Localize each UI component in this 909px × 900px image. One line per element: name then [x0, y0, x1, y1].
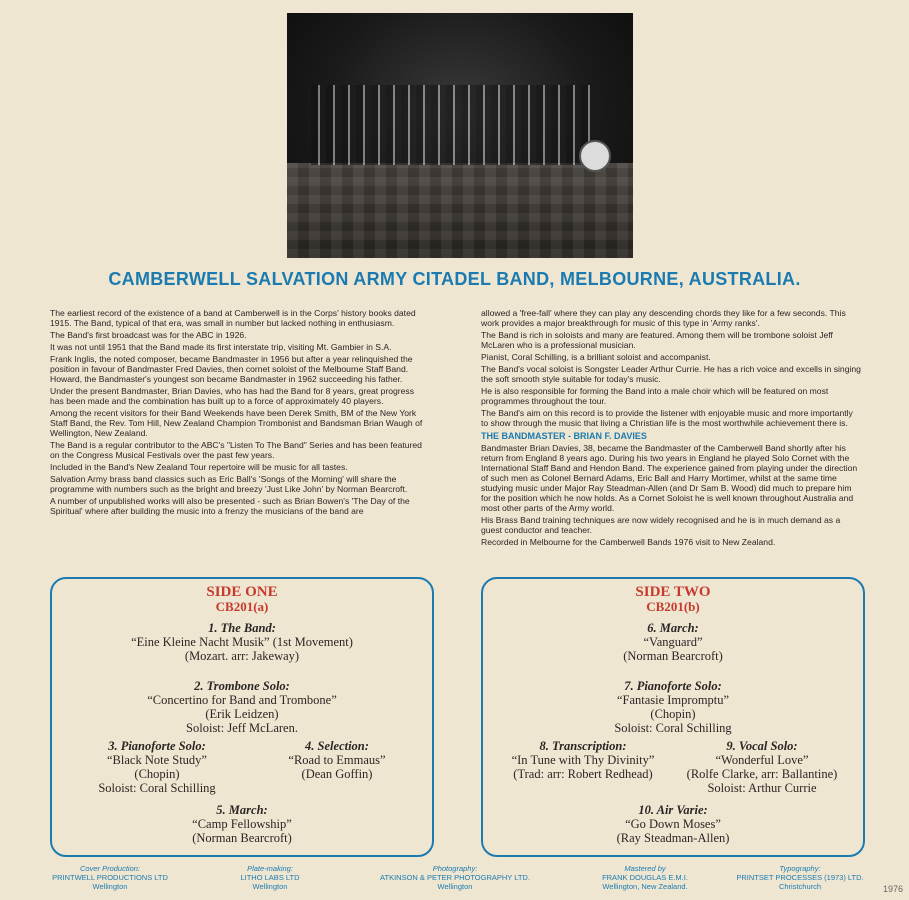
paragraph: His Brass Band training techniques are now widely recognised and he is in much demand as a guest conductor and teacher. — [481, 515, 841, 535]
credit-mastering: Mastered by FRANK DOUGLAS E.M.I. Wellington, New Zealand. — [602, 864, 688, 891]
credit-cover: Cover Production: PRINTWELL PRODUCTIONS LTD Wellington — [52, 864, 168, 891]
side-two-title: SIDE TWO — [635, 584, 711, 600]
paragraph: A number of unpublished works will also be presented - such as Brian Bowen's 'The Day of the Spiritual' where after building the music into a frenzy the musicians of the band are — [50, 496, 410, 516]
side-one-title: SIDE ONE — [206, 584, 278, 600]
track-heading: 8. Transcription: — [539, 739, 627, 753]
track-credit: (Rolfe Clarke, arr: Ballantine) — [686, 767, 838, 781]
track-credit: (Erik Leidzen) — [205, 707, 279, 721]
band-photo — [287, 13, 633, 258]
credit-typography: Typography: PRINTSET PROCESSES (1973) LTD. Christchurch — [736, 864, 864, 891]
track-heading: 2. Trombone Solo: — [194, 679, 290, 693]
history-column — [50, 308, 430, 518]
photo-floor — [287, 163, 633, 258]
track-credit: (Mozart. arr: Jakeway) — [184, 649, 300, 663]
side-two-box — [481, 577, 865, 857]
track-title: “Fantasie Impromptu” — [616, 693, 730, 707]
page-title: CAMBERWELL SALVATION ARMY CITADEL BAND, MELBOURNE, AUSTRALIA. — [108, 269, 801, 289]
side-one-code: CB201(a) — [215, 599, 269, 614]
track-2 — [52, 679, 432, 735]
track-credit: (Chopin) — [134, 767, 180, 781]
track-heading: 1. The Band: — [208, 621, 276, 635]
track-title: “Camp Fellowship” — [192, 817, 292, 831]
paragraph: The Band's aim on this record is to provide the listener with enjoyable music and more importantly to show through the music that living a Christian life is the most worthwhile achievement there is. — [481, 408, 853, 428]
track-title: “Eine Kleine Nacht Musik” (1st Movement) — [131, 635, 353, 649]
track-soloist: Soloist: Arthur Currie — [707, 781, 817, 795]
track-heading: 6. March: — [647, 621, 699, 635]
track-title: “In Tune with Thy Divinity” — [511, 753, 655, 767]
paragraph: Pianist, Coral Schilling, is a brilliant soloist and accompanist. — [481, 352, 711, 362]
track-credit: (Norman Bearcroft) — [192, 831, 292, 845]
track-soloist: Soloist: Coral Schilling — [614, 721, 732, 735]
paragraph: Bandmaster Brian Davies, 38, became the Bandmaster of the Camberwell Band shortly after his return from England 8 years ago. During his two years in England he played Solo Cornet with the International Staff Band and Hendon Band. The experience gained from playing under the direction of such men as Colonel Bernard Adams, Eric Ball and Harry Mortimer, whilst at the same time studying music under Major Ray Steadman-Allen (and Dr Sam B. Wood) did much to prepare him for the position which he now holds. As a Cornet Soloist he is well known throughout Australia and most other parts of the Army world. — [481, 443, 858, 513]
band-members — [311, 85, 591, 165]
side-one-box — [50, 577, 434, 857]
track-9 — [661, 739, 863, 795]
track-5 — [52, 803, 432, 845]
track-8 — [483, 739, 683, 781]
soloists-column — [481, 308, 861, 549]
paragraph: Frank Inglis, the noted composer, became Bandmaster in 1956 but after a year relinquished the position in favour of Bandmaster Fred Davies, then cornet soloist of the Melbourne Staff Band. Howard, the Bandmaster's youngest son became Bandmaster in 1962 succeeding his father. — [50, 354, 413, 384]
track-credit: (Ray Steadman-Allen) — [616, 831, 730, 845]
paragraph: The earliest record of the existence of a band at Camberwell is in the Corps' history books dated 1915. The Band, typical of that era, was small in number but lacked nothing in enthusiasm. — [50, 308, 416, 328]
paragraph: He is also responsible for forming the Band into a male choir which will be featured on most programmes throughout the tour. — [481, 386, 829, 406]
side-two-code: CB201(b) — [646, 599, 700, 614]
credit-photography: Photography: ATKINSON & PETER PHOTOGRAPHY LTD. Wellington — [380, 864, 530, 891]
track-credit: (Trad: arr: Robert Redhead) — [513, 767, 653, 781]
paragraph: The Band's first broadcast was for the ABC in 1926. — [50, 330, 247, 340]
track-3 — [52, 739, 262, 795]
track-4 — [242, 739, 432, 781]
track-soloist: Soloist: Jeff McLaren. — [186, 721, 298, 735]
track-title: “Vanguard” — [643, 635, 703, 649]
track-credit: (Norman Bearcroft) — [623, 649, 723, 663]
year-mark: 1976 — [883, 884, 904, 894]
paragraph: Included in the Band's New Zealand Tour repertoire will be music for all tastes. — [50, 462, 348, 472]
paragraph: It was not until 1951 that the Band made its first interstate trip, visiting Mt. Gambier in S.A. — [50, 342, 392, 352]
track-1 — [52, 621, 432, 663]
track-heading: 10. Air Varie: — [638, 803, 708, 817]
paragraph: Salvation Army brass band classics such as Eric Ball's 'Songs of the Morning' will share the programme with numbers such as the bright and breezy 'Just Like John' by Norman Bearcroft. — [50, 474, 408, 494]
paragraph: Among the recent visitors for their Band Weekends have been Derek Smith, BM of the New York Staff Band, the Rev. Tom Hill, New Zealand Champion Trombonist and Bandsman Brian Waugh of Wellington, New Zealand. — [50, 408, 423, 438]
track-heading: 3. Pianoforte Solo: — [108, 739, 206, 753]
track-heading: 5. March: — [216, 803, 268, 817]
track-credit: (Chopin) — [650, 707, 696, 721]
paragraph: Under the present Bandmaster, Brian Davies, who has had the Band for 8 years, great progress has been made and the combination has built up to a force of approximately 40 players. — [50, 386, 415, 406]
track-soloist: Soloist: Coral Schilling — [98, 781, 216, 795]
paragraph: The Band is rich in soloists and many are featured. Among them will be trombone soloist Jeff McLaren who is a professional musician. — [481, 330, 833, 350]
track-title: “Black Note Study” — [107, 753, 207, 767]
track-heading: 7. Pianoforte Solo: — [624, 679, 722, 693]
bandmaster-heading: THE BANDMASTER - BRIAN F. DAVIES — [481, 431, 647, 441]
track-title: “Road to Emmaus” — [288, 753, 386, 767]
track-title: “Concertino for Band and Trombone” — [147, 693, 337, 707]
track-heading: 4. Selection: — [305, 739, 369, 753]
track-title: “Go Down Moses” — [625, 817, 721, 831]
paragraph: allowed a 'free-fall' where they can play any descending chords they like for a few seconds. This work provides a major breakthrough for music of this type in 'Army ranks'. — [481, 308, 846, 328]
paragraph: The Band's vocal soloist is Songster Leader Arthur Currie. He has a rich voice and excells in singing the soft smooth style suitable for today's music. — [481, 364, 861, 384]
paragraph: The Band is a regular contributor to the ABC's "Listen To The Band" Series and has been featured on the Congress Musical Festivals over the past few years. — [50, 440, 422, 460]
track-title: “Wonderful Love” — [715, 753, 809, 767]
bass-drum — [579, 140, 611, 172]
track-heading: 9. Vocal Solo: — [726, 739, 798, 753]
track-6 — [483, 621, 863, 663]
track-credit: (Dean Goffin) — [301, 767, 373, 781]
track-7 — [483, 679, 863, 735]
track-10 — [483, 803, 863, 845]
credit-plates: Plate-making: LITHO LABS LTD Wellington — [240, 864, 300, 891]
paragraph: Recorded in Melbourne for the Camberwell Bands 1976 visit to New Zealand. — [481, 537, 776, 547]
